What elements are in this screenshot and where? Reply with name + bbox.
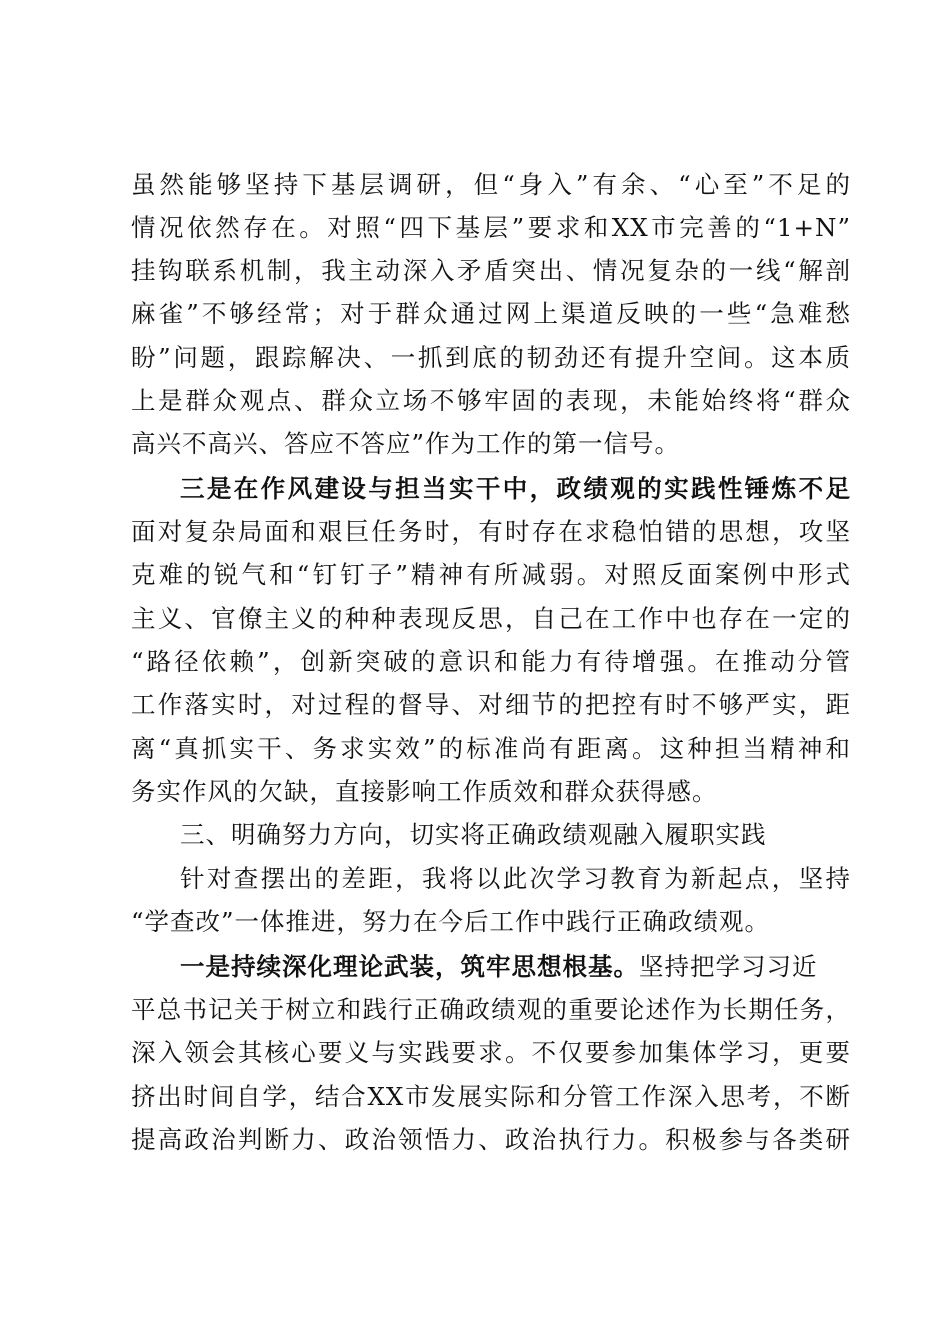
text-line: “路径依赖”，创新突破的意识和能力有待增强。在推动分管 [131, 647, 851, 676]
text-line: 情况依然存在。对照“四下基层”要求和XX市完善的“1+N” [131, 213, 851, 242]
text-line: 麻雀”不够经常；对于群众通过网上渠道反映的一些“急难愁 [131, 299, 851, 328]
text-line: 盼”问题，跟踪解决、一抓到底的韧劲还有提升空间。这本质 [131, 343, 851, 372]
text-line: 离“真抓实干、务求实效”的标准尚有距离。这种担当精神和 [131, 734, 851, 763]
text-line: 挂钩联系机制，我主动深入矛盾突出、情况复杂的一线“解剖 [131, 256, 851, 285]
text-line: 克难的锐气和“钉钉子”精神有所减弱。对照反面案例中形式 [131, 560, 851, 589]
text-line: 虽然能够坚持下基层调研，但“身入”有余、“心至”不足的 [131, 170, 851, 199]
text-line: 上是群众观点、群众立场不够牢固的表现，未能始终将“群众 [131, 386, 851, 415]
text-span: 坚持把学习习近 [639, 952, 818, 981]
text-line: 深入领会其核心要义与实践要求。不仅要参加集体学习，更要 [131, 1038, 851, 1067]
text-line: 平总书记关于树立和践行正确政绩观的重要论述作为长期任务， [131, 995, 851, 1024]
point-one-heading: 一是持续深化理论武装，筑牢思想根基。 [180, 952, 639, 981]
text-line: 高兴不高兴、答应不答应”作为工作的第一信号。 [131, 429, 681, 458]
text-line: 务实作风的欠缺，直接影响工作质效和群众获得感。 [131, 777, 718, 806]
chapter-heading: 三、明确努力方向，切实将正确政绩观融入履职实践 [180, 820, 767, 849]
point-one-line [180, 950, 851, 984]
text-line: 挤出时间自学，结合XX市发展实际和分管工作深入思考，不断 [131, 1082, 851, 1111]
text-line: 面对复杂局面和艰巨任务时，有时存在求稳怕错的思想，攻坚 [131, 517, 851, 546]
text-line: “学查改”一体推进，努力在今后工作中践行正确政绩观。 [131, 907, 771, 936]
text-line: 针对查摆出的差距，我将以此次学习教育为新起点，坚持 [180, 864, 851, 893]
text-line: 提高政治判断力、政治领悟力、政治执行力。积极参与各类研 [131, 1125, 851, 1154]
text-line: 工作落实时，对过程的督导、对细节的把控有时不够严实，距 [131, 690, 851, 719]
text-line: 主义、官僚主义的种种表现反思，自己在工作中也存在一定的 [131, 604, 851, 633]
section-heading-three: 三是在作风建设与担当实干中，政绩观的实践性锤炼不足 [180, 474, 851, 503]
